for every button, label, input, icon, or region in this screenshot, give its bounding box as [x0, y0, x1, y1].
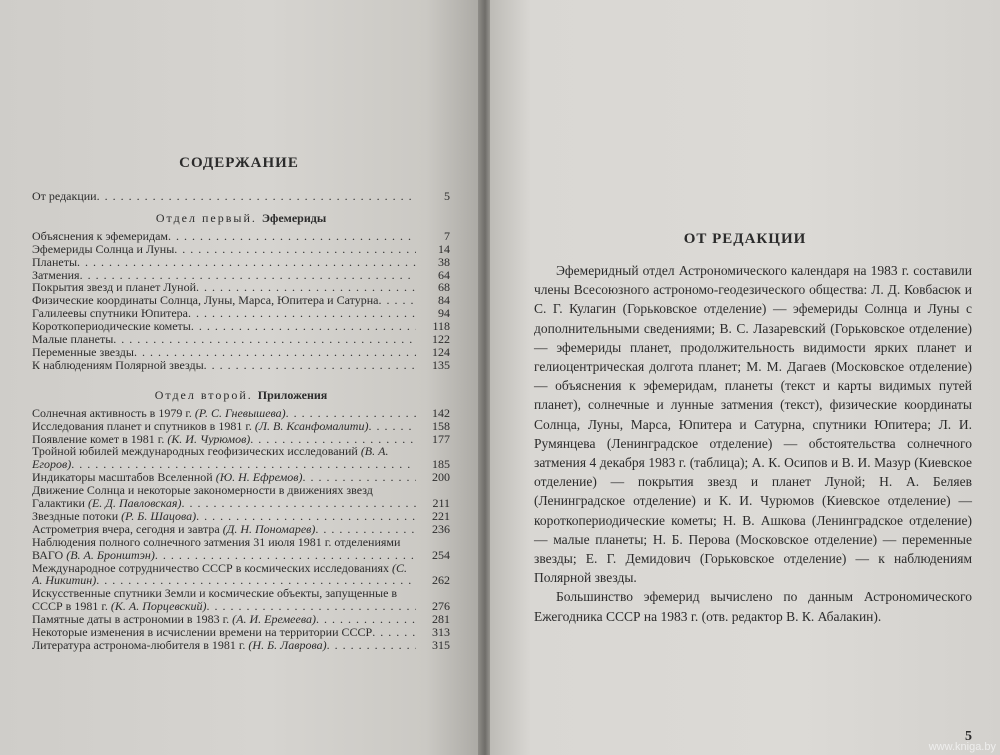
toc-entry-page: 38 [438, 254, 450, 269]
toc-entry-page: 135 [432, 357, 450, 372]
toc-entry-text [32, 420, 416, 433]
toc-entry-title: Тройной юбилей международных геофизических исследований [32, 445, 358, 459]
toc-entry-text [32, 256, 416, 269]
toc-entry-title: Астрометрия вчера, сегодня и завтра [32, 522, 220, 536]
toc-entry-title: Эфемериды Солнца и Луны [32, 242, 175, 256]
toc-entry [32, 269, 450, 282]
toc-entry-page: 262 [432, 573, 450, 588]
toc-entry-text [32, 536, 416, 562]
toc-entry-author: (Р. Б. Шацова) [121, 509, 197, 523]
toc-entry-title: Литература астронома-любителя в 1981 г. [32, 639, 246, 652]
toc-entry-author: (К. И. Чурюмов) [167, 432, 251, 446]
section-heading-1-bold: Эфемериды [261, 210, 327, 225]
toc-entry-title: Индикаторы масштабов Вселенной [32, 471, 213, 485]
toc-entry-author: (Е. Д. Павловская) [87, 496, 182, 510]
toc-entry-author: (А. И. Еремеева) [232, 613, 316, 627]
toc-entry-page: 221 [432, 508, 450, 523]
toc-entry-text [32, 562, 416, 588]
toc-entry-author: (К. А. Порцевский) [110, 599, 207, 614]
toc-entry-title: Солнечная активность в 1979 г. [32, 406, 192, 420]
toc-entry-author: (В. А. Бронштэн) [66, 547, 155, 562]
editorial-paragraph-1: Эфемеридный отдел Астрономического календаря на 1983 г. составили члены Всесоюзного астрономо-геодезического общества: Л. Д. Ковбасюк и С. Г. Кулагин (Горьковское отделение) — эфемериды Солнца и Луны с дополнительными сведениями; В. С. Лазаревский (Горьковское отделение) — эфемериды планет, продолжительность видимости ярких планет и гелиоцентрическая долгота планет; М. М. Дагаев (Московское отделение) — объяснения к эфемеридам, планеты (текст и карты видимых путей планет), солнечные и лунные затмения (текст), физические координаты Солнца, Луны, Марса, Юпитера и Сатурна, спутники Юпитера; Л. И. Румянцева (Ленинградское отделение) — обстоятельства солнечного затмения 4 декабря 1983 г. (таблица); А. К. Осипов и В. И. Мазур (Киевское отделение) — покрытия звезд и планет Луной; Н. А. Беляев (Ленинградское отделение) и К. И. Чурюмов (Киевское отделение) — короткопериодические кометы; Н. В. Ашкова (Ленинградское отделение) — малые планеты; Н. Б. Перова (Московское отделение) — переменные звезды; Е. Г. Демидович (Горьковское отделение) — к наблюдениям Полярной звезды. [534, 263, 972, 586]
toc-entry [32, 510, 450, 523]
right-page [490, 0, 1000, 755]
section-heading-2-spaced: Отдел второй. [154, 387, 253, 402]
toc-entry [32, 359, 450, 372]
toc-entry-author: (С. А. Никитин) [32, 561, 408, 588]
toc-entry-text [32, 307, 416, 320]
toc-intro-row [32, 190, 450, 203]
toc-entry-title: Наблюдения полного солнечного затмения 31 июля 1981 г. отделениями ВАГО [32, 535, 401, 562]
section-2-list [32, 407, 450, 652]
toc-entry-text [32, 587, 416, 613]
toc-entry [32, 562, 450, 588]
toc-entry-title: Покрытия звезд и планет Луной [32, 281, 197, 295]
toc-entry [32, 407, 450, 420]
editorial-text [534, 261, 972, 626]
toc-entry-author: (Л. В. Ксанфомалити) [254, 419, 369, 433]
toc-entry-author: (Д. Н. Пономарев) [222, 522, 316, 536]
toc-entry-page: 14 [438, 241, 450, 256]
toc-entry-title: Планеты [32, 255, 78, 269]
toc-entry-page: 68 [438, 280, 450, 295]
toc-entry [32, 536, 450, 562]
toc-entry-title: Затмения [32, 268, 80, 282]
section-heading-2-bold: Приложения [257, 387, 328, 402]
toc-entry [32, 243, 450, 256]
watermark: www.kniga.by [928, 741, 996, 753]
toc-entry-page: 211 [432, 496, 450, 511]
toc-entry-title: Короткопериодические кометы [32, 320, 191, 334]
toc-entry-page: 276 [432, 599, 450, 614]
toc-entry-text [32, 346, 416, 359]
toc-entry-text [32, 269, 416, 282]
toc-entry [32, 333, 450, 346]
toc-entry-page: 315 [432, 638, 450, 652]
toc-entry-page: 64 [438, 267, 450, 282]
toc-entry-text [32, 294, 416, 307]
toc-entry-text [32, 333, 416, 346]
toc-entry-page: 185 [432, 457, 450, 472]
toc-entry-text [32, 320, 416, 333]
toc-entry [32, 294, 450, 307]
toc-entry-text: От редакции . . . [32, 190, 416, 203]
editorial-paragraph-2: Большинство эфемерид вычислено по данным Астрономического Ежегодника СССР на 1983 г. (отв. редактор В. К. Абалакин). [534, 589, 972, 624]
toc-entry-title: Некоторые изменения в исчислении времени на территории СССР [32, 626, 373, 639]
toc-entry-text [32, 639, 416, 652]
toc-entry [32, 281, 450, 294]
toc-entry-title: Галилеевы спутники Юпитера [32, 307, 189, 321]
left-page [0, 0, 484, 755]
page-number: 5 [965, 729, 972, 744]
section-1-list [32, 230, 450, 372]
toc-entry-page: 177 [432, 431, 450, 446]
toc-entry [32, 433, 450, 446]
section-heading-1-spaced: Отдел первый. [155, 210, 257, 225]
toc-entry-page: 142 [432, 405, 450, 420]
toc-entry [32, 307, 450, 320]
toc-entry-title: Объяснения к эфемеридам [32, 229, 169, 243]
toc-entry-page: 124 [432, 344, 450, 359]
toc-entry [32, 445, 450, 471]
toc-entry [32, 230, 450, 243]
toc-entry-author: (В. А. Егоров) [32, 445, 389, 472]
toc-entry-text [32, 484, 416, 510]
toc-entry-title: Памятные даты в астрономии в 1983 г. [32, 613, 230, 627]
section-heading-1 [32, 212, 450, 225]
toc-entry-title: К наблюдениям Полярной звезды [32, 358, 204, 372]
toc-entry-page: 200 [432, 470, 450, 485]
toc-entry [32, 484, 450, 510]
toc-entry [32, 471, 450, 484]
toc-entry-text [32, 613, 416, 626]
toc-entry-title: Звездные потоки [32, 509, 119, 523]
toc-entry-text [32, 243, 416, 256]
toc-entry-page: 254 [432, 547, 450, 562]
toc-entry-page: 236 [432, 521, 450, 536]
toc-entry [32, 613, 450, 626]
toc-entry [32, 523, 450, 536]
toc-entry-text [32, 359, 416, 372]
toc-entry-page: 122 [432, 332, 450, 347]
toc-entry [32, 346, 450, 359]
toc-title: СОДЕРЖАНИЕ [179, 155, 299, 171]
toc-entry-text [32, 433, 416, 446]
toc-entry-title: Появление комет в 1981 г. [32, 432, 165, 446]
toc-entry-title: Малые планеты [32, 333, 114, 346]
toc-entry-text [32, 281, 416, 294]
toc-entry-title: Движение Солнца и некоторые закономерности в движениях звезд Галактики [32, 484, 373, 510]
toc-entry-page: 7 [444, 228, 450, 243]
toc-entry [32, 320, 450, 333]
toc-entry-text [32, 626, 416, 639]
toc-entry-author: (Н. Б. Лаврова) [248, 639, 327, 652]
table-of-contents [32, 190, 450, 652]
toc-entry [32, 256, 450, 269]
toc-entry-text [32, 510, 416, 523]
toc-entry-text [32, 445, 416, 471]
editorial-title: ОТ РЕДАКЦИИ [683, 231, 807, 247]
toc-entry [32, 587, 450, 613]
toc-entry [32, 639, 450, 652]
section-heading-2 [32, 389, 450, 402]
toc-entry-page: 313 [432, 625, 450, 640]
toc-entry-page: 118 [432, 319, 450, 334]
toc-entry-page: 281 [432, 612, 450, 627]
toc-entry-text [32, 523, 416, 536]
toc-entry-page: 158 [432, 418, 450, 433]
toc-entry-page: 5 [444, 189, 450, 203]
toc-entry-title: Искусственные спутники Земли и космические объекты, запущенные в СССР в 1981 г. [32, 587, 398, 614]
toc-entry-author: (Ю. Н. Ефремов) [215, 471, 303, 485]
toc-entry [32, 420, 450, 433]
toc-entry-title: Исследования планет и спутников в 1981 г. [32, 419, 252, 433]
toc-entry-title: Переменные звезды [32, 345, 134, 359]
toc-entry-page: 84 [438, 293, 450, 308]
toc-entry-text [32, 230, 416, 243]
toc-entry-text [32, 407, 416, 420]
toc-entry-page: 94 [438, 306, 450, 321]
toc-entry-author: (Р. С. Гневышева) [194, 406, 286, 420]
toc-entry-title: Международное сотрудничество СССР в космических исследованиях [32, 561, 390, 575]
toc-entry-text [32, 471, 416, 484]
toc-entry [32, 626, 450, 639]
toc-entry-title: Физические координаты Солнца, Луны, Марса, Юпитера и Сатурна [32, 294, 379, 308]
